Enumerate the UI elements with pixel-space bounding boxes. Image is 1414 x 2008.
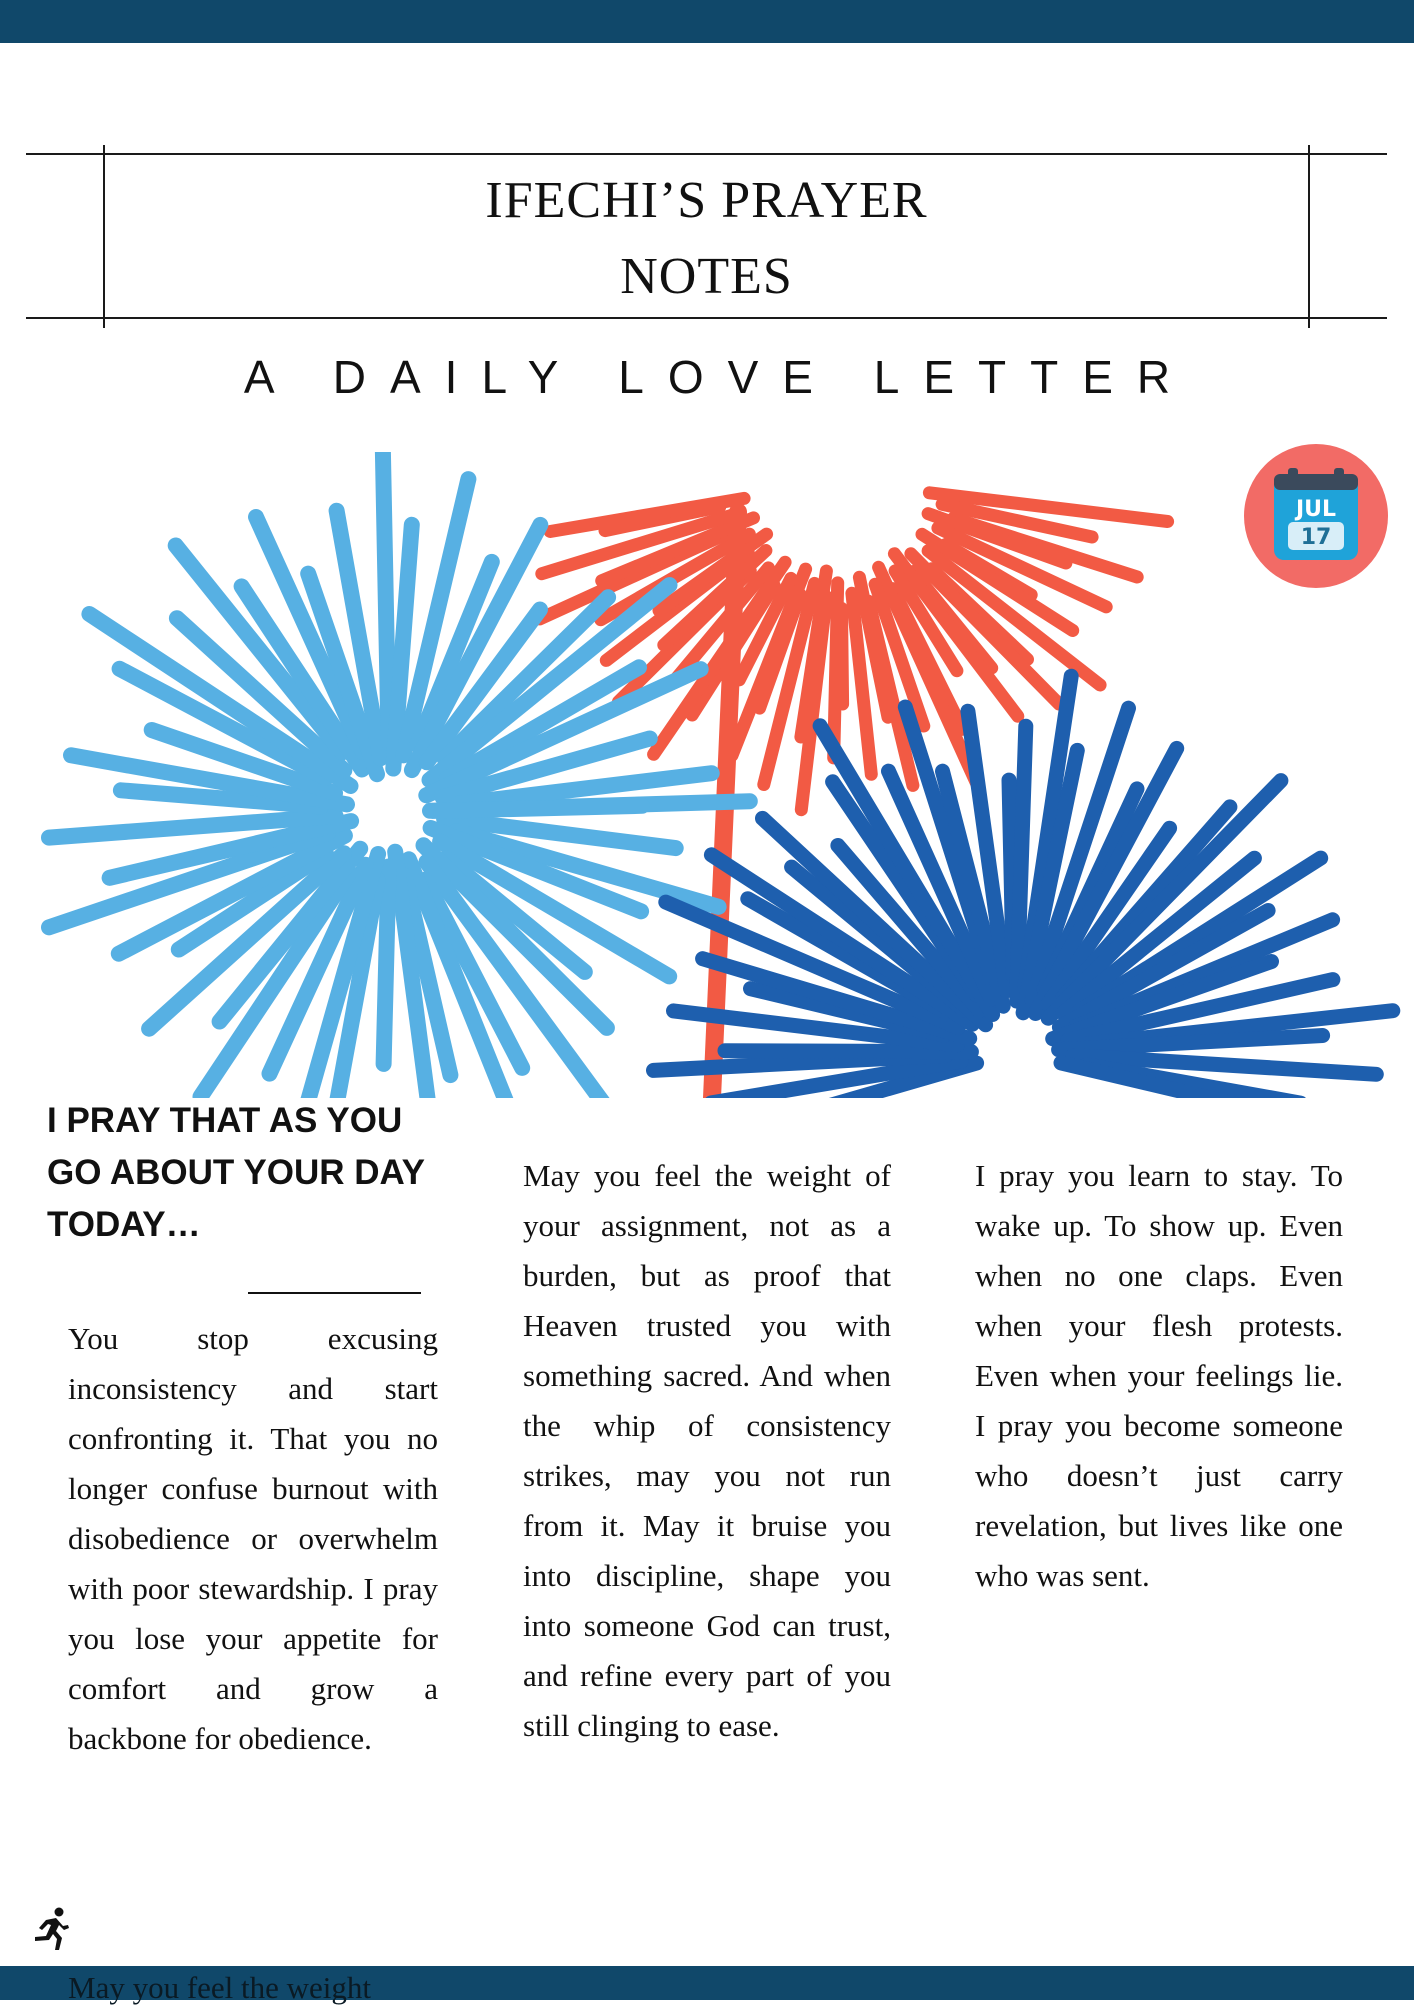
- calendar-month: JUL: [1295, 497, 1337, 522]
- calendar-badge: [1244, 444, 1388, 588]
- top-bar: [0, 0, 1414, 43]
- dark-blue-firework-burst: [650, 676, 1393, 1098]
- page-title-line2: NOTES: [620, 248, 793, 305]
- page-title-line1: IFECHI’S PRAYER: [485, 172, 928, 229]
- article-heading: I PRAY THAT AS YOU GO ABOUT YOUR DAY TODAY…: [47, 1101, 425, 1244]
- title-frame-right-rule: [1308, 145, 1310, 328]
- calendar-day: 17: [1300, 525, 1332, 550]
- title-frame-top-rule: [26, 153, 1387, 155]
- light-blue-firework-burst: [49, 452, 750, 1098]
- article-column-2: May you feel the weight of your assignment, not as a burden, but as proof that Heaven trusted you with something sacred. And when the whip of consistency strikes, may you not run from it. May it bruise you into discipline, shape you into someone God can trust, and refine every part of you still clinging to ease.: [523, 1158, 891, 1743]
- fireworks-svg: [0, 452, 1414, 1098]
- calendar-icon: [1244, 444, 1388, 588]
- fireworks-illustration: [0, 452, 1414, 1098]
- overflow-text: May you feel the weight: [68, 1970, 372, 2005]
- article-column-1: You stop excusing inconsistency and start confronting it. That you no longer confuse burnout with disobedience or overwhelm with poor stewardship. I pray you lose your appetite for comfort and grow a backbone for obedience.: [68, 1321, 438, 1756]
- title-frame-bottom-rule: [26, 317, 1387, 319]
- page-title: [105, 163, 1308, 315]
- page-subtitle: A DAILY LOVE LETTER: [243, 351, 1195, 403]
- running-person-icon: [26, 1906, 72, 1952]
- article-column-3: I pray you learn to stay. To wake up. To show up. Even when no one claps. Even when your flesh protests. Even when your feelings lie. I pray you become someone who doesn’t just carry revelation, but lives like one who was sent.: [975, 1158, 1343, 1593]
- heading-rule: [248, 1292, 421, 1294]
